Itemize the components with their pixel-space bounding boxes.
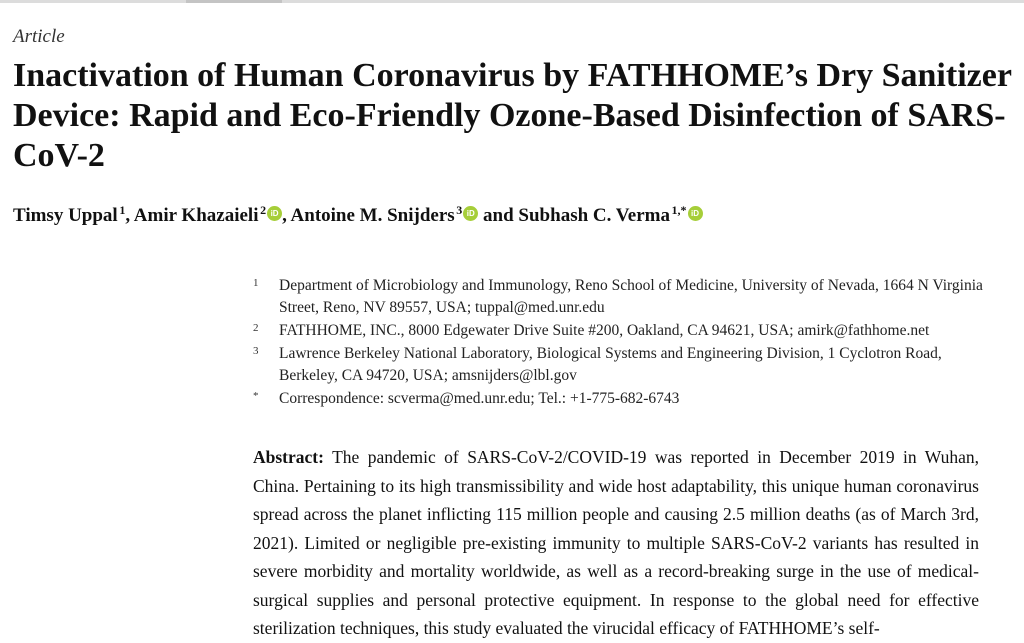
affiliation-marker: 1 [253,277,259,289]
author-name: Amir Khazaieli [133,205,259,226]
author-separator: and [478,205,519,226]
orcid-icon[interactable]: iD [688,206,703,221]
affiliation-text: Department of Microbiology and Immunology, Reno School of Medicine, University of Nevada, 1664 N Virginia Street, Reno, NV 89557, USA; tuppal@med.unr.edu [279,277,983,316]
affiliation-item [253,343,993,387]
affiliation-marker: 2 [253,322,259,334]
affiliation-marker: 3 [253,345,259,357]
affiliation-item [253,320,993,342]
affiliation-text: FATHHOME, INC., 8000 Edgewater Drive Suite #200, Oakland, CA 94621, USA; amirk@fathhome.net [279,322,930,339]
author-affiliation-number: 2 [260,203,267,217]
affiliation-list [253,275,993,411]
abstract-label: Abstract: [253,447,324,467]
author-name: Timsy Uppal [13,205,118,226]
orcid-icon[interactable]: iD [463,206,478,221]
article-type-label: Article [13,26,65,47]
affiliation-item [253,388,993,410]
author-separator: , [125,205,134,226]
affiliation-text: Correspondence: scverma@med.unr.edu; Tel.: +1-775-682-6743 [279,390,680,407]
affiliation-item [253,275,993,319]
author-separator: , [282,205,291,226]
author-name: Antoine M. Snijders [290,205,455,226]
abstract-paragraph [253,443,979,643]
author-affiliation-number: 1 [119,203,126,217]
author-name: Subhash C. Verma [518,205,670,226]
author-list [13,205,703,227]
affiliation-text: Lawrence Berkeley National Laboratory, Biological Systems and Engineering Division, 1 Cyclotron Road, Berkeley, CA 94720, USA; amsnijders@lbl.gov [279,345,942,384]
author-affiliation-number: 3 [456,203,463,217]
top-tab-indicator [186,0,282,3]
orcid-icon[interactable]: iD [267,206,282,221]
paper-title: Inactivation of Human Coronavirus by FATHHOME’s Dry Sanitizer Device: Rapid and Eco-Friendly Ozone-Based Disinfection of SARS-CoV-2 [13,57,1012,174]
abstract-text: The pandemic of SARS-CoV-2/COVID-19 was reported in December 2019 in Wuhan, China. Pertaining to its high transmissibility and wide host adaptability, this unique human coronavirus spread across the planet inflicting 115 million people and causing 2.5 million deaths (as of March 3rd, 2021). Limited or negligible pre-existing immunity to multiple SARS-CoV-2 variants has resulted in severe morbidity and mortality worldwide, as well as a record-breaking surge in the use of medical-surgical supplies and personal protective equipment. In response to the global need for effective sterilization techniques, this study evaluated the virucidal efficacy of FATHHOME’s self- [253,447,979,638]
top-border [0,0,1024,3]
author-affiliation-number: 1,* [671,203,687,217]
affiliation-marker: * [253,390,259,402]
